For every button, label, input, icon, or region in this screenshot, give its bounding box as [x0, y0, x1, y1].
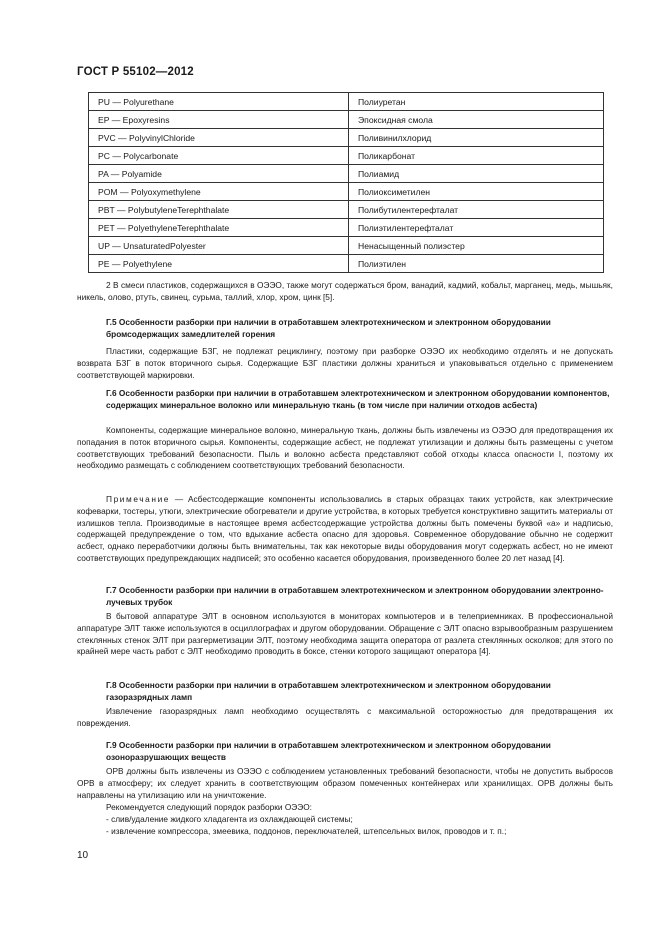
table-cell: Полиуретан — [349, 93, 604, 111]
table-cell: Ненасыщенный полиэстер — [349, 237, 604, 255]
table-cell: PET — PolyethyleneTerephthalate — [89, 219, 349, 237]
table-row — [89, 111, 604, 129]
table-cell: PU — Polyurethane — [89, 93, 349, 111]
table-cell: POM — Polyoxymethylene — [89, 183, 349, 201]
section-heading-g6: Г.6 Особенности разборки при наличии в отработавшем электротехническом и электронном оборудовании компонентов, содержащих минеральное волокно или минеральную ткань (в том числе при наличии отходов асбеста) — [106, 388, 610, 410]
table-cell: Эпоксидная смола — [349, 111, 604, 129]
table-cell: Полиэтилентерефталат — [349, 219, 604, 237]
section-heading-g7: Г.7 Особенности разборки при наличии в отработавшем электротехническом и электронном оборудовании электронно-лучевых трубок — [106, 585, 604, 607]
table-cell: PE — Polyethylene — [89, 255, 349, 273]
table-cell: Полиэтилен — [349, 255, 604, 273]
table-row — [89, 201, 604, 219]
table-cell: Полибутилентерефталат — [349, 201, 604, 219]
polymer-table — [88, 92, 604, 273]
table-cell: PBT — PolybutyleneTerephthalate — [89, 201, 349, 219]
list-item: - извлечение компрессора, змеевика, поддонов, переключателей, штепсельных вилок, проводов и т. п.; — [106, 826, 507, 836]
table-cell: PA — Polyamide — [89, 165, 349, 183]
table-cell: Поликарбонат — [349, 147, 604, 165]
section-text-g6: Компоненты, содержащие минеральное волокно, минеральную ткань, должны быть извлечены из ОЭЭО для предотвращения их попадания в поток вторичного сырья. Компоненты, содержащие асбест, не подлежат утилизации и должны быть размещены с учетом соответствующих требований безопасности. Пыль и волокно асбеста представляют собой отходы класса опасности I, поэтому их необходимо размещать с соблюдением соответствующих требований безопасности. — [77, 425, 613, 471]
table-row — [89, 237, 604, 255]
table-cell: UP — UnsaturatedPolyester — [89, 237, 349, 255]
table-cell: Полиоксиметилен — [349, 183, 604, 201]
section-text-g8: Извлечение газоразрядных ламп необходимо осуществлять с максимальной осторожностью для предотвращения их повреждения. — [77, 706, 613, 728]
table-cell: PVC — PolyvinylChloride — [89, 129, 349, 147]
note-text: — Асбестсодержащие компоненты использовались в старых образцах таких устройств, как электрические кофеварки, тостеры, утюги, электрические обогреватели и другие устройства, в которых требуется конструктивно защитить материалы от излишков тепла. Производимые в настоящее время асбестсодержащие устройства должны быть помечены буквой «а» и надписью, содержащей предупреждение о том, что вдыхание асбеста опасно для здоровья. Современное оборудование обычно не содержит асбест, однако переработчики должны быть внимательны, так как некоторые виды оборудования могут содержать асбест, но не имеют соответствующих предупреждающих надписей; это особенно касается оборудования, произведенного более 20 лет назад [4]. — [77, 494, 613, 563]
table-cell: Полиамид — [349, 165, 604, 183]
table-cell: PC — Polycarbonate — [89, 147, 349, 165]
table-row — [89, 93, 604, 111]
table-row — [89, 129, 604, 147]
table-footnote: 2 В смеси пластиков, содержащихся в ОЭЭО, также могут содержаться бром, ванадий, кадмий, кобальт, марганец, медь, мышьяк, никель, олово, ртуть, свинец, сурьма, таллий, хлор, хром, цинк [5]. — [77, 280, 613, 302]
page-number: 10 — [77, 850, 89, 861]
section-heading-g9: Г.9 Особенности разборки при наличии в отработавшем электротехническом и электронном оборудовании озоноразрушающих веществ — [106, 740, 551, 762]
table-row — [89, 147, 604, 165]
table-row — [89, 219, 604, 237]
note-g6 — [77, 494, 613, 565]
table-row — [89, 165, 604, 183]
section-heading-g5: Г.5 Особенности разборки при наличии в отработавшем электротехническом и электронном оборудовании бромсодержащих замедлителей горения — [106, 317, 551, 339]
section-heading-g8: Г.8 Особенности разборки при наличии в отработавшем электротехническом и электронном оборудовании газоразрядных ламп — [106, 680, 551, 702]
note-label: Примечание — [106, 494, 171, 504]
section-text-g5: Пластики, содержащие БЗГ, не подлежат рециклингу, поэтому при разборке ОЭЭО их необходимо отделять и не допускать возврата БЗГ в поток вторичного сырья. Содержащие БЗГ пластики должны храниться и упаковываться отдельно с применением соответствующей маркировки. — [77, 346, 613, 380]
order-intro: Рекомендуется следующий порядок разборки ОЭЭО: — [106, 802, 312, 812]
table-row — [89, 183, 604, 201]
section-text-g9: ОРВ должны быть извлечены из ОЭЭО с соблюдением установленных требований безопасности, чтобы не допустить выбросов ОРВ в атмосферу; их следует хранить в соответствующим образом помеченных контейнерах или хранилищах. ОРВ должны быть направлены на утилизацию или на уничтожение. — [77, 766, 613, 800]
table-row — [89, 255, 604, 273]
table-cell: Поливинилхлорид — [349, 129, 604, 147]
list-item: - слив/удаление жидкого хладагента из охлаждающей системы; — [106, 814, 353, 824]
table-cell: EP — Epoxyresins — [89, 111, 349, 129]
section-text-g7: В бытовой аппаратуре ЭЛТ в основном используются в мониторах компьютеров и в телеприемниках. В профессиональной аппаратуре ЭЛТ также используются в осциллографах и другом оборудовании. Обращение с ЭЛТ опасно взрывообразным разрушением стеклянных стенок ЭЛТ при разгерметизации ЭЛТ, поэтому необходима защита оператора от разлета стеклянных осколков; для этого по крайней мере часть работ с ЭЛТ необходимо проводить в боксе, стенки которого защищают оператора [4]. — [77, 611, 613, 657]
document-header: ГОСТ Р 55102—2012 — [77, 66, 194, 78]
